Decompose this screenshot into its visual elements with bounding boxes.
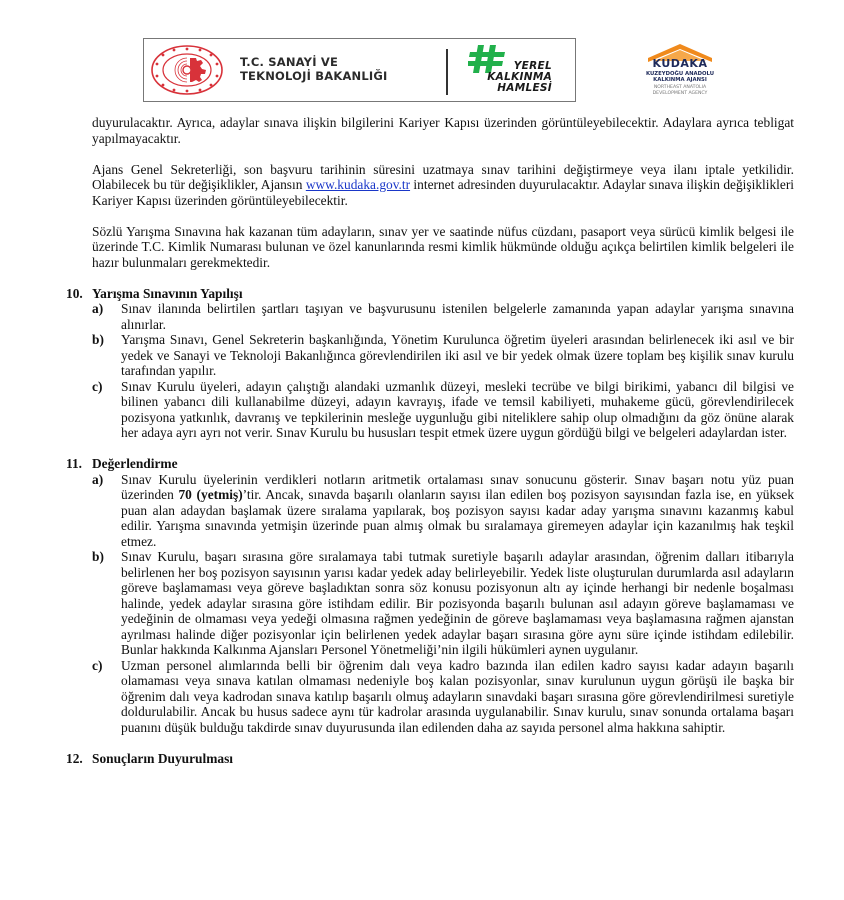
ministry-name xyxy=(240,55,388,83)
list-item-text xyxy=(121,472,794,550)
list-item xyxy=(66,658,794,736)
passing-score: 70 (yetmiş) xyxy=(178,487,243,502)
list-item-label: a) xyxy=(92,471,104,487)
kudaka-subtitle-line2: KALKINMA AJANSI xyxy=(653,77,707,83)
list-item xyxy=(66,332,794,379)
list-item-text-part1: Sınav Kurulu üyelerinin verdikleri notların aritmetik ortalaması sınav sonucunu gösterir. Sınav başarı notu yüz puan üzerinden xyxy=(121,471,794,502)
list-item-label: a) xyxy=(92,301,104,316)
kudaka-english-line1: NORTHEAST ANATOLIA xyxy=(653,85,707,90)
kudaka-english-line2: DEVELOPMENT AGENCY xyxy=(652,90,708,96)
yerel-kalkinma-hamlesi-logo xyxy=(466,45,556,97)
kudaka-english-name xyxy=(640,85,720,96)
ykh-text xyxy=(480,57,552,94)
section-title: Sonuçların Duyurulması xyxy=(92,750,234,766)
kudaka-name: KUDAKA xyxy=(652,57,708,70)
list-item-label: c) xyxy=(92,657,103,673)
section-number: 11. xyxy=(66,456,82,471)
list-item-text: Sınav ilanında belirtilen şartları taşıyan ve başvurusunu istenilen belgelerle zamanında yapan adaylar yarışma sınavına alınırlar. xyxy=(121,301,794,332)
list-item xyxy=(66,379,794,441)
paragraph-changes xyxy=(92,162,794,209)
list-item-text: Sınav Kurulu, başarı sırasına göre sıralamaya tabi tutmak suretiyle başarılı adaylar arasından, öğrenim dalları itibarıyla belirlenen her boş pozisyon sayısının yarısı kadar yedek aday belirleyebilir. Yedek liste oluşturulan durumlarda asıl adayların göreve başlamaması veya göreve başladıktan sonra söz konusu pozisyonun altı ay içinde herhangi bir nedenle boşalması halinde, yedek adaylar sırasına göre istihdam edilir. Bir pozisyonda başarılı bulunan asıl adayın göreve başlamaması ve yedeğinin de olmaması veya yedeği olmasına rağmen yedeğinin de göreve başlamaması veya başlamasına rağmen ajanstan ayrılması halinde diğer pozisyonlar için belirlenen yedek adaylar başarı sırasına göre aynı süre içinde istihdam edilebilir. Bunlar hakkında Kalkınma Ajansları Personel Yönetmeliği’nin ilgili hükümleri aynen uygulanır. xyxy=(121,549,794,657)
paragraph-announcement: duyurulacaktır. Ayrıca, adaylar sınava ilişkin bilgilerini Kariyer Kapısı üzerinden görüntüleyebilecektir. Adaylara ayrıca tebligat yapılmayacaktır. xyxy=(92,115,794,146)
section-11-list xyxy=(66,472,794,736)
list-item-text: Sınav Kurulu üyeleri, adayın çalıştığı alandaki uzmanlık düzeyi, mesleki tecrübe ve bilgi birikimi, yabancı dil bilgisi ve bilinen yabancı dili kullanabilme düzeyi, adayın kavrayış, ifade ve temsil kabiliyeti, muhakeme gücü, görevlendirilecek pozisyona yatkınlık, davranış ve tepkilerinin mesleğe uygunluğu gibi niteliklere sahip olup olmadığını da göz önüne alarak her adaya ayrı ayrı not verir. Sınav Kurulu bu hususları tespit etmek üzere uygun gördüğü bilgi ve belgeleri adaylardan ister. xyxy=(121,378,794,440)
list-item xyxy=(66,549,794,658)
section-10-list xyxy=(66,301,794,441)
logo-divider xyxy=(446,49,448,95)
list-item-label: b) xyxy=(92,332,104,347)
section-title: Değerlendirme xyxy=(92,456,178,471)
list-item xyxy=(66,472,794,550)
kudaka-subtitle-line1: KUZEYDOĞU ANADOLU xyxy=(645,71,715,77)
list-item-label: c) xyxy=(92,378,103,394)
ykh-line3: HAMLESİ xyxy=(497,82,552,94)
ministry-name-line1: T.C. SANAYİ VE xyxy=(240,55,339,69)
list-item xyxy=(66,301,794,332)
section-heading-10 xyxy=(66,286,794,302)
section-number: 12. xyxy=(66,750,83,766)
section-title: Yarışma Sınavının Yapılışı xyxy=(92,285,243,301)
section-heading-11 xyxy=(66,456,794,472)
ykh-line2: KALKINMA xyxy=(487,71,552,83)
list-item-text-part2: ’tir. Ancak, sınavda başarılı olanların sayısı ilan edilen boş pozisyon sayısından fazla ise, en yüksek puan alan adaydan başlamak üzere sıralama yapılarak, boş pozisyon sayısı kadar aday yarışma sınavını kazanmış kabul edilir. Yarışma sınavında yetmişin üzerinde puan almış olmak bu sıralamaya giremeyen adaylar için kazanılmış hak teşkil etmez. xyxy=(121,487,795,549)
ykh-line1: YEREL xyxy=(513,60,552,72)
list-item-text: Uzman personel alımlarında belli bir öğrenim dalı veya kadro bazında ilan edilen kadro sayısı kadar adayın başarılı olamaması veya sınava katılan olmaması nedeniyle boş kalan pozisyonlar, sınav kurulunun uygun görüşü ile başka bir öğrenim dalı veya kadrodan sınava katılıp başarılı olmuş adayların sınavdaki başarı sırasına göre görevlendirilmesi suretiyle doldurulabilir. Ancak bu husus sadece aynı tür kadrolar arasında uygulanabilir. Sınav kurulu, sınav sonunda ortalama başarı puanını düşük bulduğu takdirde sınav duyurusunda ilan edilenden daha az sayıda personel alma hakkına sahiptir. xyxy=(121,657,794,735)
kudaka-subtitle xyxy=(640,71,720,83)
paragraph-id-documents: Sözlü Yarışma Sınavına hak kazanan tüm adayların, sınav yer ve saatinde nüfus cüzdanı, pasaport veya sürücü kimlik belgesi ile üzerinde T.C. Kimlik Numarası bulunan ve özel kanunlarında resmi kimlik hükmünde olduğu açıkça belirtilen kimlik belgeleri ile hazır bulunmaları gerekmektedir. xyxy=(92,223,794,270)
list-item-label: b) xyxy=(92,549,104,564)
document-body xyxy=(66,115,794,766)
paragraph-changes-text-2: internet adresinden duyurulacaktır. Adaylar sınava ilişkin değişiklikleri Kariyer Kapısı üzerinden görüntüleyebilecektir. xyxy=(92,177,795,208)
ministry-seal-icon xyxy=(150,44,224,96)
paragraph-changes-text-1: Ajans Genel Sekreterliği, son başvuru tarihinin süresini uzatmaya sınav tarihini değiştirmeye veya ilanı iptale yetkilidir. Olabilecek bu tür değişiklikler, Ajansın xyxy=(92,161,794,192)
section-heading-12 xyxy=(66,751,794,767)
header-logo-frame xyxy=(143,38,576,102)
section-number: 10. xyxy=(66,285,83,301)
kudaka-website-link[interactable]: www.kudaka.gov.tr xyxy=(305,177,411,192)
kudaka-logo xyxy=(640,44,720,100)
list-item-text: Yarışma Sınavı, Genel Sekreterin başkanlığında, Yönetim Kurulunca öğretim üyeleri arasından belirlenecek iki asıl ve bir yedek ve Sanayi ve Teknoloji Bakanlığınca görevlendirilen iki asıl ve bir yedek olmak üzere toplam beş kişilik sınav kurulu tarafından yapılır. xyxy=(121,332,794,378)
ministry-name-line2: TEKNOLOJİ BAKANLIĞI xyxy=(240,69,388,83)
